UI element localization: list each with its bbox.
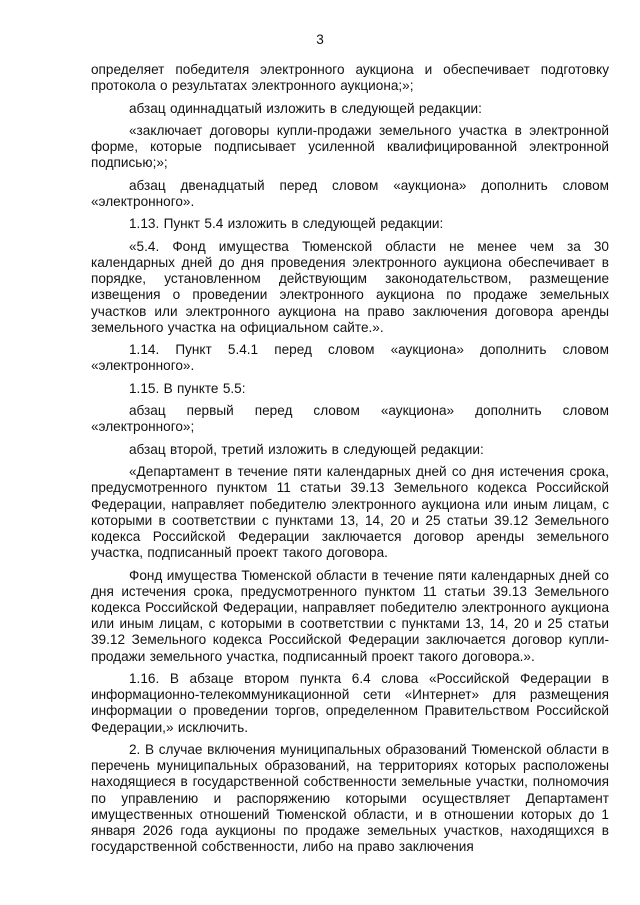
paragraph-6: «5.4. Фонд имущества Тюменской области не менее чем за 30 календарных дней до дня проведения электронного аукциона обеспечивает в порядке, установленном действующим законодательством, размещение извещения о проведении электронного аукциона по продаже земельных участков или электронного аукциона на право заключения договора аренды земельного участка на официальном сайте.». [91, 238, 609, 335]
paragraph-12: Фонд имущества Тюменской области в течение пяти календарных дней со дня истечения срока, предусмотренного пунктом 11 статьи 39.13 Земельного кодекса Российской Федерации, направляет победителю электронного аукциона или иным лицам, с которыми в соответствии с пунктами 13, 14, 20 и 25 статьи 39.12 Земельного кодекса Российской Федерации заключается договор купли-продажи земельного участка, подписанный проект такого договора.». [91, 567, 609, 664]
paragraph-3: «заключает договоры купли-продажи земельного участка в электронной форме, которые подписывает усиленной квалифицированной электронной подписью;»; [91, 122, 609, 171]
paragraph-9: абзац первый перед словом «аукциона» дополнить словом «электронного»; [91, 403, 609, 435]
paragraph-1: определяет победителя электронного аукциона и обеспечивает подготовку протокола о результатах электронного аукциона;»; [91, 62, 609, 94]
page-number: 3 [316, 32, 324, 47]
paragraph-14: 2. В случае включения муниципальных образований Тюменской области в перечень муниципальных образований, на территориях которых расположены находящиеся в государственной собственности земельные участки, полномочия по управлению и распоряжению которыми осуществляет Департамент имущественных отношений Тюменской области, и в отношении которых до 1 января 2026 года аукционы по продаже земельных участков, находящихся в государственной собственности, либо на право заключения [91, 741, 609, 855]
paragraph-8: 1.15. В пункте 5.5: [129, 380, 246, 396]
paragraph-2: абзац одиннадцатый изложить в следующей редакции: [129, 100, 482, 116]
paragraph-4: абзац двенадцатый перед словом «аукциона» дополнить словом «электронного». [91, 177, 609, 209]
paragraph-13: 1.16. В абзаце втором пункта 6.4 слова «Российской Федерации в информационно-телекоммуникационной сети «Интернет» для размещения информации о проведении торгов, определенном Правительством Российской Федерации,» исключить. [91, 670, 609, 735]
paragraph-11: «Департамент в течение пяти календарных дней со дня истечения срока, предусмотренного пунктом 11 статьи 39.13 Земельного кодекса Российской Федерации, направляет победителю электронного аукциона или иным лицам, с которыми в соответствии с пунктами 13, 14, 20 и 25 статьи 39.12 Земельного кодекса Российской Федерации заключается договор аренды земельного участка, подписанный проект такого договора. [91, 464, 609, 561]
paragraph-7: 1.14. Пункт 5.4.1 перед словом «аукциона» дополнить словом «электронного». [91, 342, 609, 374]
paragraph-10: абзац второй, третий изложить в следующей редакции: [129, 441, 484, 457]
paragraph-5: 1.13. Пункт 5.4 изложить в следующей редакции: [129, 216, 444, 232]
document-body [91, 62, 609, 855]
